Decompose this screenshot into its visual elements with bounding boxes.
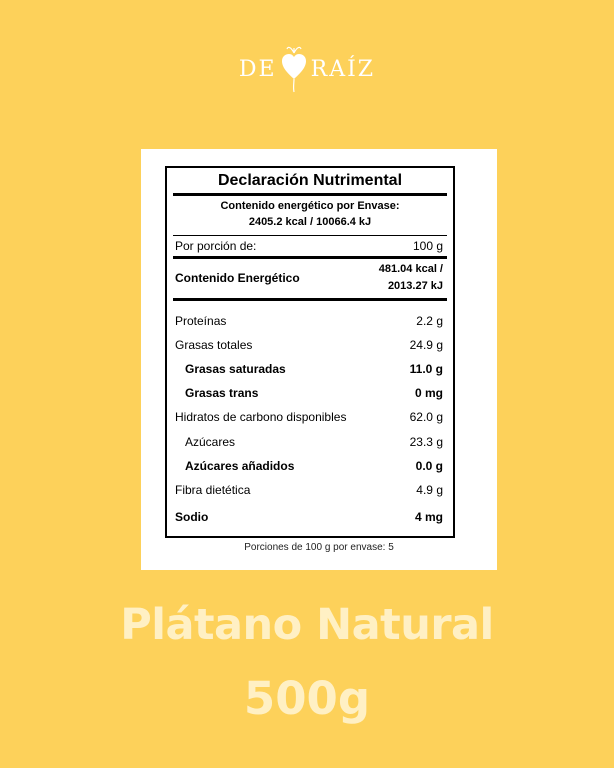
nutrient-row	[175, 384, 443, 402]
nutrient-row	[175, 508, 443, 526]
nutrient-row	[175, 336, 443, 354]
per-serving-label: Por porción de:	[175, 239, 257, 253]
energy-value-kj: 2013.27 kJ	[387, 280, 443, 292]
energy-row	[175, 260, 443, 296]
nutrition-title: Declaración Nutrimental	[217, 172, 403, 189]
nutrient-label: Sodio	[175, 510, 209, 524]
product-size: 500g	[243, 672, 371, 725]
nutrient-value: 24.9 g	[409, 338, 443, 352]
energy-per-package-value: 2405.2 kcal / 10066.4 kJ	[248, 216, 372, 228]
nutrient-value: 23.3 g	[409, 435, 443, 449]
product-name: Plátano Natural	[120, 600, 494, 650]
nutrient-value: 0 mg	[414, 386, 443, 400]
nutrient-row	[175, 312, 443, 330]
brand-text-right: RAÍZ	[310, 56, 376, 82]
brand-text-left: DE	[238, 56, 277, 82]
heart-root-icon	[279, 45, 309, 93]
nutrient-label: Azúcares añadidos	[185, 459, 295, 473]
nutrient-row	[175, 408, 443, 426]
portions-note: Porciones de 100 g por envase: 5	[244, 542, 394, 553]
per-serving-row	[175, 237, 443, 255]
divider	[173, 298, 447, 301]
nutrient-label: Grasas trans	[185, 386, 259, 400]
nutrition-label-card	[141, 149, 497, 570]
divider	[173, 256, 447, 259]
energy-value-kcal: 481.04 kcal /	[378, 263, 443, 275]
energy-value	[379, 261, 443, 295]
nutrient-value: 4.9 g	[416, 483, 443, 497]
nutrient-value: 4 mg	[414, 510, 443, 524]
nutrient-row	[175, 360, 443, 378]
divider	[173, 235, 447, 236]
energy-label: Contenido Energético	[175, 271, 300, 285]
nutrient-label: Proteínas	[175, 314, 227, 328]
per-serving-value: 100 g	[412, 239, 443, 253]
divider	[173, 193, 447, 196]
nutrient-row	[175, 457, 443, 475]
nutrient-value: 62.0 g	[409, 410, 443, 424]
nutrient-label: Fibra dietética	[175, 483, 251, 497]
brand-logo	[0, 28, 614, 110]
nutrient-row	[175, 481, 443, 499]
nutrient-label: Hidratos de carbono disponibles	[175, 410, 347, 424]
nutrient-label: Azúcares	[185, 435, 236, 449]
nutrient-label: Grasas saturadas	[185, 362, 286, 376]
nutrient-row	[175, 433, 443, 451]
nutrient-value: 0.0 g	[415, 459, 443, 473]
nutrition-facts-table	[165, 166, 455, 538]
nutrient-value: 2.2 g	[416, 314, 443, 328]
energy-per-package-heading: Contenido energético por Envase:	[220, 200, 400, 212]
nutrient-value: 11.0 g	[409, 362, 443, 376]
nutrient-label: Grasas totales	[175, 338, 253, 352]
